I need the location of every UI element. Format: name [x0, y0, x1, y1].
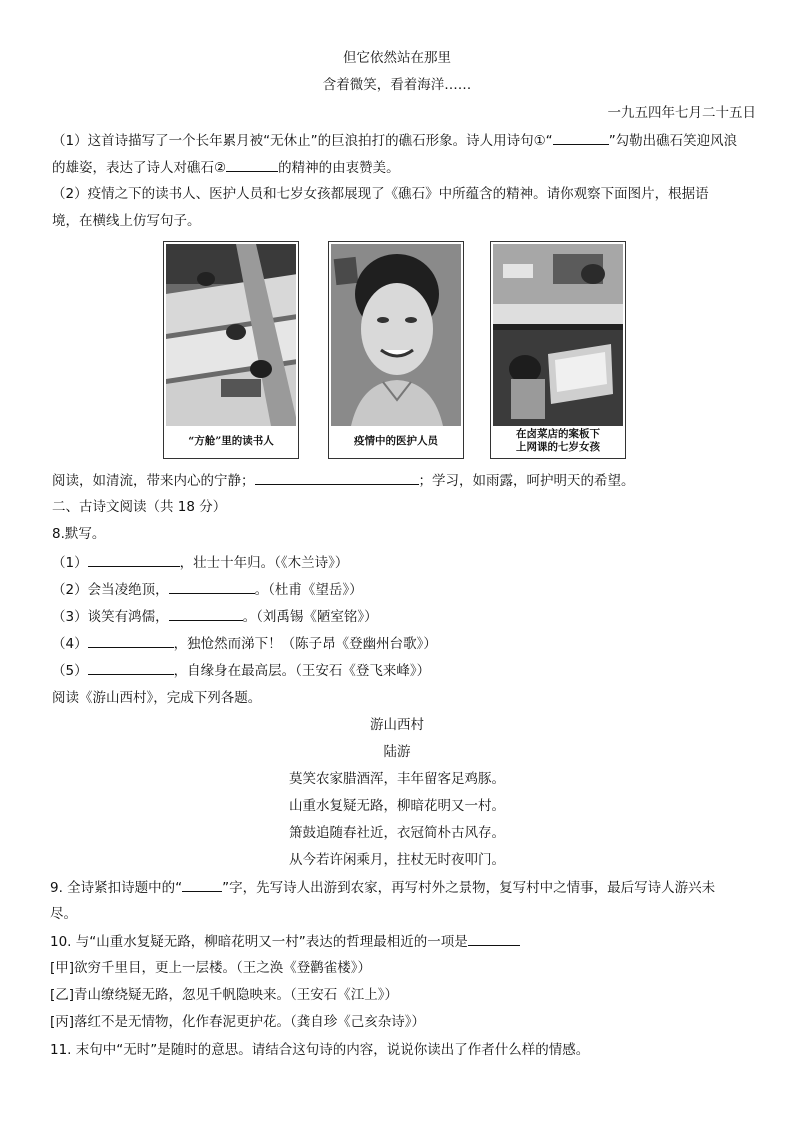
item-text: ，壮士十年归。（《木兰诗》）: [179, 555, 349, 571]
question-8-item: [52, 552, 754, 573]
answer-blank[interactable]: [169, 579, 255, 594]
medic-photo-image: [331, 244, 461, 426]
question-8-title: 8.默写。: [52, 526, 106, 542]
answer-blank[interactable]: [88, 633, 174, 648]
poem-line: 含着微笑，看着海洋……: [322, 77, 472, 93]
question-8-item: [52, 579, 754, 600]
item-text: ，自缘身在最高层。（王安石《登飞来峰》）: [173, 663, 431, 679]
answer-blank[interactable]: [88, 552, 180, 567]
poem-verse: 山重水复疑无路，柳暗花明又一村。: [289, 798, 505, 814]
photo-medic: [328, 241, 464, 459]
answer-blank[interactable]: [553, 130, 609, 145]
option-yi[interactable]: [乙]青山缭绕疑无路，忽见千帆隐映来。（王安石《江上》）: [50, 987, 399, 1003]
question-text: 的雄姿，表达了诗人对礁石②: [52, 160, 227, 176]
imitation-sentence: [52, 470, 754, 491]
section-title: 二、古诗文阅读（共 18 分）: [52, 499, 227, 515]
option-bing[interactable]: [丙]落红不是无情物，化作春泥更护花。（龚自珍《己亥杂诗》）: [50, 1014, 426, 1030]
caption-line: 上网课的七岁女孩: [516, 441, 600, 453]
imitation-text: 阅读，如清流，带来内心的宁静；: [52, 473, 255, 489]
answer-blank[interactable]: [226, 157, 278, 172]
poem-date: 一九五四年七月二十五日: [607, 105, 756, 121]
reader-photo-image: [166, 244, 296, 426]
answer-blank[interactable]: [182, 877, 222, 892]
question-10-stem: [50, 931, 754, 952]
item-text: 。（杜甫《望岳》）: [254, 582, 363, 598]
girl-photo-image: [493, 244, 623, 426]
question-1-line-1: [52, 130, 754, 151]
answer-blank[interactable]: [468, 931, 520, 946]
item-lead: （2）会当凌绝顶，: [52, 582, 169, 598]
question-1-line-2: [52, 157, 754, 178]
question-text: （1）这首诗描写了一个长年累月被“无休止”的巨浪拍打的礁石形象。诗人用诗句①“: [52, 133, 553, 149]
poem-author: 陆游: [383, 744, 411, 760]
poem-title: 游山西村: [370, 717, 424, 733]
answer-blank[interactable]: [255, 470, 419, 485]
photo-caption: 疫情中的医护人员: [354, 434, 438, 447]
poem-line: 但它依然站在那里: [343, 50, 451, 66]
imitation-text: ；学习，如雨露，呵护明天的希望。: [418, 473, 635, 489]
caption-line: 在卤菜店的案板下: [516, 428, 600, 440]
question-text: 10. 与“山重水复疑无路，柳暗花明又一村”表达的哲理最相近的一项是: [50, 934, 468, 950]
answer-blank[interactable]: [88, 660, 174, 675]
option-jia[interactable]: [甲]欲穷千里目，更上一层楼。（王之涣《登鹳雀楼》）: [50, 960, 372, 976]
photo-caption: “方舱”里的读书人: [188, 434, 274, 447]
question-text: ”勾勒出礁石笑迎风浪: [608, 133, 738, 149]
reading-intro: 阅读《游山西村》，完成下列各题。: [52, 690, 262, 706]
question-9-line-1: [50, 877, 754, 898]
photo-reader: [163, 241, 299, 459]
poem-verse: 莫笑农家腊酒浑，丰年留客足鸡豚。: [289, 771, 505, 787]
item-text: 。（刘禹锡《陋室铭》）: [242, 609, 378, 625]
poem-verse: 箫鼓追随春社近，衣冠简朴古风存。: [289, 825, 505, 841]
question-text: ”字，先写诗人出游到农家，再写村外之景物，复写村中之情事，最后写诗人游兴未: [222, 880, 716, 896]
question-2-line-2: 境，在横线上仿写句子。: [52, 213, 201, 229]
item-text: ，独怆然而涕下！（陈子昂《登幽州台歌》）: [173, 636, 437, 652]
item-lead: （5）: [52, 663, 88, 679]
photo-girl: [490, 241, 626, 459]
question-8-item: [52, 633, 754, 654]
question-9-line-2: 尽。: [50, 906, 77, 922]
question-2-line-1: （2）疫情之下的读书人、医护人员和七岁女孩都展现了《礁石》中所蕴含的精神。请你观察下面图片，根据语: [52, 186, 709, 202]
question-8-item: [52, 606, 754, 627]
question-11: 11. 末句中“无时”是随时的意思。请结合这句诗的内容，说说你读出了作者什么样的情感。: [50, 1042, 590, 1058]
question-text: 9. 全诗紧扣诗题中的“: [50, 880, 183, 896]
poem-verse: 从今若许闲乘月，拄杖无时夜叩门。: [289, 852, 505, 868]
question-8-item: [52, 660, 754, 681]
item-lead: （4）: [52, 636, 88, 652]
photo-caption: [491, 426, 625, 456]
item-lead: （1）: [52, 555, 88, 571]
question-text: 的精神的由衷赞美。: [278, 160, 400, 176]
item-lead: （3）谈笑有鸿儒，: [52, 609, 169, 625]
answer-blank[interactable]: [169, 606, 243, 621]
